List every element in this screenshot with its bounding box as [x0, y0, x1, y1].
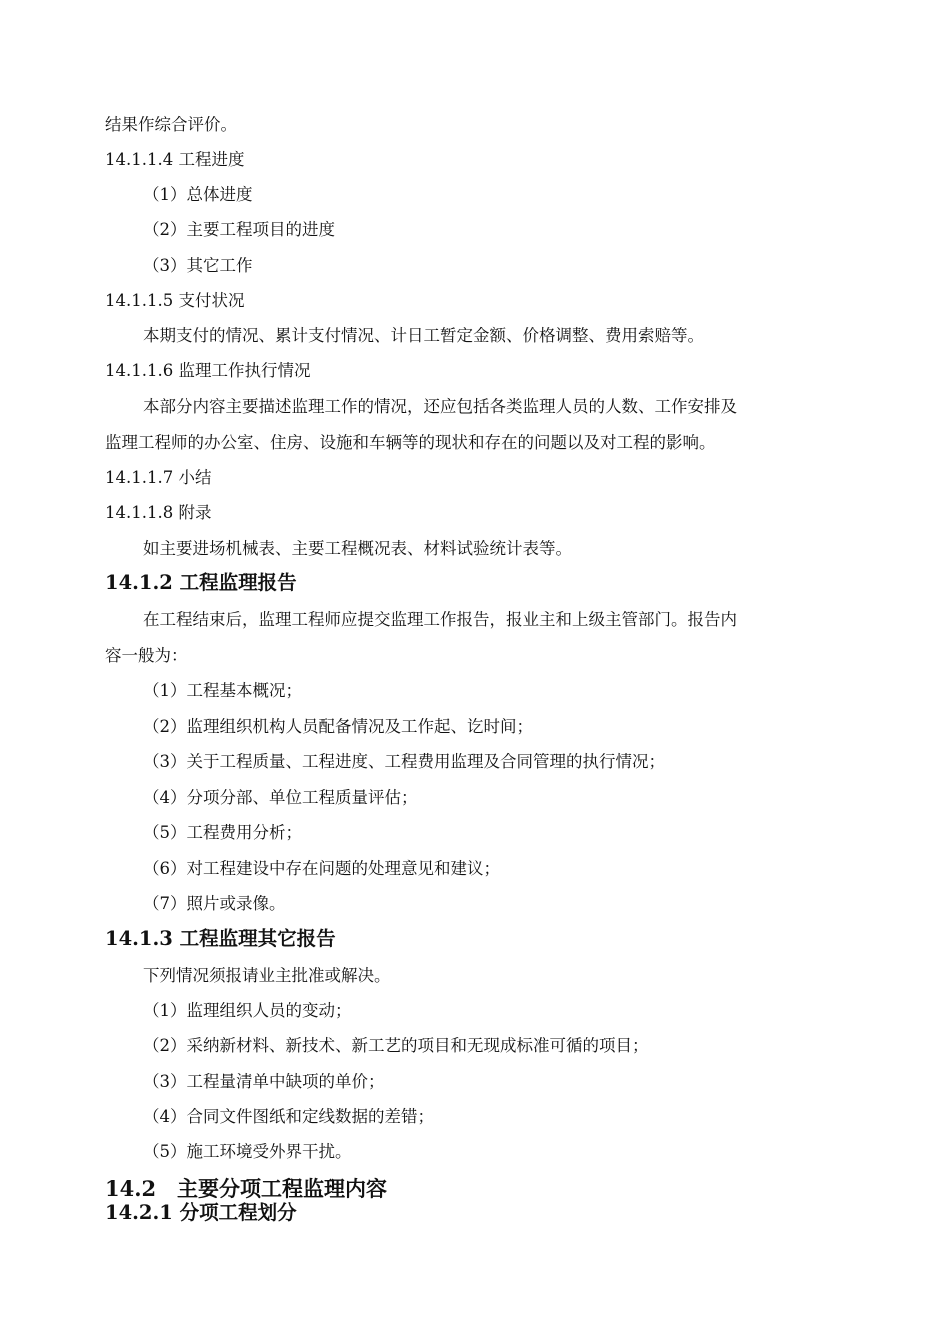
section-heading-14-2-1: 14.2.1 分项工程划分: [105, 1201, 297, 1224]
section-heading-14-1-3: 14.1.3 工程监理其它报告: [105, 927, 336, 950]
subsection-heading-14-1-1-8: 14.1.1.8 附录: [105, 503, 212, 522]
list-item: （1）总体进度: [143, 185, 253, 204]
list-item: （3）关于工程质量、工程进度、工程费用监理及合同管理的执行情况；: [143, 752, 665, 771]
list-item: （1）监理组织人员的变动；: [143, 1001, 352, 1020]
paragraph: 本期支付的情况、累计支付情况、计日工暂定金额、价格调整、费用索赔等。: [143, 326, 704, 345]
heading-number: 14.2: [105, 1176, 157, 1201]
list-item: （3）工程量清单中缺项的单价；: [143, 1072, 385, 1091]
list-item: （4）分项分部、单位工程质量评估；: [143, 788, 418, 807]
list-item: （2）主要工程项目的进度: [143, 220, 335, 239]
list-item: （4）合同文件图纸和定线数据的差错；: [143, 1107, 434, 1126]
chapter-heading-14-2: [105, 1176, 387, 1202]
list-item: （5）工程费用分析；: [143, 823, 302, 842]
list-item: （7）照片或录像。: [143, 894, 286, 913]
list-item: （5）施工环境受外界干扰。: [143, 1142, 352, 1161]
paragraph: 在工程结束后，监理工程师应提交监理工作报告，报业主和上级主管部门。报告内: [143, 610, 737, 629]
paragraph: 下列情况须报请业主批准或解决。: [143, 966, 391, 985]
list-item: （2）监理组织机构人员配备情况及工作起、讫时间；: [143, 717, 533, 736]
subsection-heading-14-1-1-5: 14.1.1.5 支付状况: [105, 291, 245, 310]
paragraph-continuation: 结果作综合评价。: [105, 115, 237, 134]
list-item: （2）采纳新材料、新技术、新工艺的项目和无现成标准可循的项目；: [143, 1036, 649, 1055]
section-heading-14-1-2: 14.1.2 工程监理报告: [105, 571, 297, 594]
paragraph-continuation: 容一般为：: [105, 646, 188, 665]
paragraph: 如主要进场机械表、主要工程概况表、材料试验统计表等。: [143, 539, 572, 558]
list-item: （6）对工程建设中存在问题的处理意见和建议；: [143, 859, 500, 878]
subsection-heading-14-1-1-7: 14.1.1.7 小结: [105, 468, 212, 487]
subsection-heading-14-1-1-6: 14.1.1.6 监理工作执行情况: [105, 361, 311, 380]
paragraph: 本部分内容主要描述监理工作的情况，还应包括各类监理人员的人数、工作安排及: [143, 397, 737, 416]
paragraph-continuation: 监理工程师的办公室、住房、设施和车辆等的现状和存在的问题以及对工程的影响。: [105, 433, 716, 452]
list-item: （1）工程基本概况；: [143, 681, 302, 700]
list-item: （3）其它工作: [143, 256, 253, 275]
subsection-heading-14-1-1-4: 14.1.1.4 工程进度: [105, 150, 245, 169]
heading-text: 主要分项工程监理内容: [177, 1176, 387, 1201]
